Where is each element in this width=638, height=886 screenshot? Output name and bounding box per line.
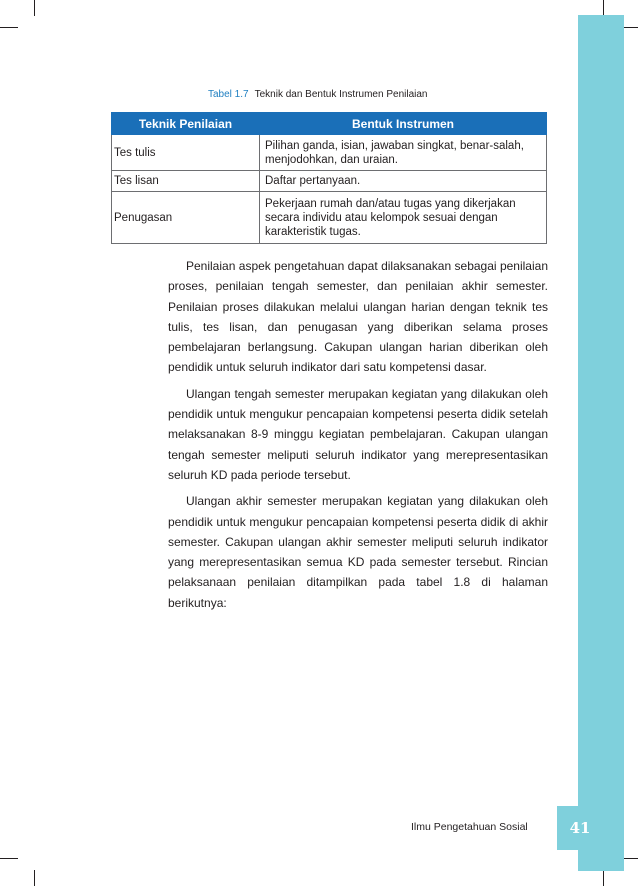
paragraph: Ulangan akhir semester merupakan kegiatan yang dilakukan oleh pendidik untuk mengukur pencapaian kompetensi peserta didik di akhir semester. Cakupan ulangan akhir semester meliputi seluruh indikator yang merepresentasikan semua KD pada semester tersebut. Rincian pelaksanaan penilaian ditampilkan pada tabel 1.8 di halaman berikutnya: <box>168 494 548 610</box>
side-accent-bar <box>578 15 624 871</box>
table-caption-title: Teknik dan Bentuk Instrumen Penilaian <box>254 89 428 100</box>
page-number: 41 <box>569 819 591 837</box>
footer-book-title: Ilmu Pengetahuan Sosial <box>411 821 528 833</box>
table-caption <box>208 89 427 100</box>
cell-teknik: Tes tulis <box>112 135 260 171</box>
cell-teknik: Penugasan <box>112 192 260 244</box>
table-caption-label: Tabel 1.7 <box>208 89 249 100</box>
body-text <box>168 256 548 619</box>
assessment-table <box>111 112 547 244</box>
header-bentuk: Bentuk Instrumen <box>260 113 547 135</box>
header-teknik: Teknik Penilaian <box>112 113 260 135</box>
cell-bentuk: Pekerjaan rumah dan/atau tugas yang dikerjakan secara individu atau kelompok sesuai dengan karakteristik tugas. <box>260 192 547 244</box>
crop-mark <box>603 0 604 16</box>
table-row <box>112 192 547 244</box>
crop-mark <box>34 870 35 886</box>
cell-teknik: Tes lisan <box>112 171 260 192</box>
crop-mark <box>0 858 18 859</box>
crop-mark <box>603 870 604 886</box>
table-row <box>112 171 547 192</box>
cell-bentuk: Pilihan ganda, isian, jawaban singkat, benar-salah, menjodohkan, dan uraian. <box>260 135 547 171</box>
crop-mark <box>0 27 18 28</box>
paragraph: Penilaian aspek pengetahuan dapat dilaksanakan sebagai penilaian proses, penilaian tengah semester, dan penilaian akhir semester. Penilaian proses dilakukan melalui ulangan harian dengan teknik tes tulis, tes lisan, dan penugasan yang diberikan selama proses pembelajaran berlangsung. Cakupan ulangan harian diberikan oleh pendidik untuk seluruh indikator dari satu kompetensi dasar. <box>168 259 548 375</box>
table-header-row <box>112 113 547 135</box>
cell-bentuk: Daftar pertanyaan. <box>260 171 547 192</box>
table-row <box>112 135 547 171</box>
crop-mark <box>34 0 35 16</box>
paragraph: Ulangan tengah semester merupakan kegiatan yang dilakukan oleh pendidik untuk mengukur pencapaian kompetensi peserta didik setelah melaksanakan 8-9 minggu kegiatan pembelajaran. Cakupan ulangan tengah semester meliputi seluruh indikator yang merepresentasikan seluruh KD pada periode tersebut. <box>168 386 548 482</box>
